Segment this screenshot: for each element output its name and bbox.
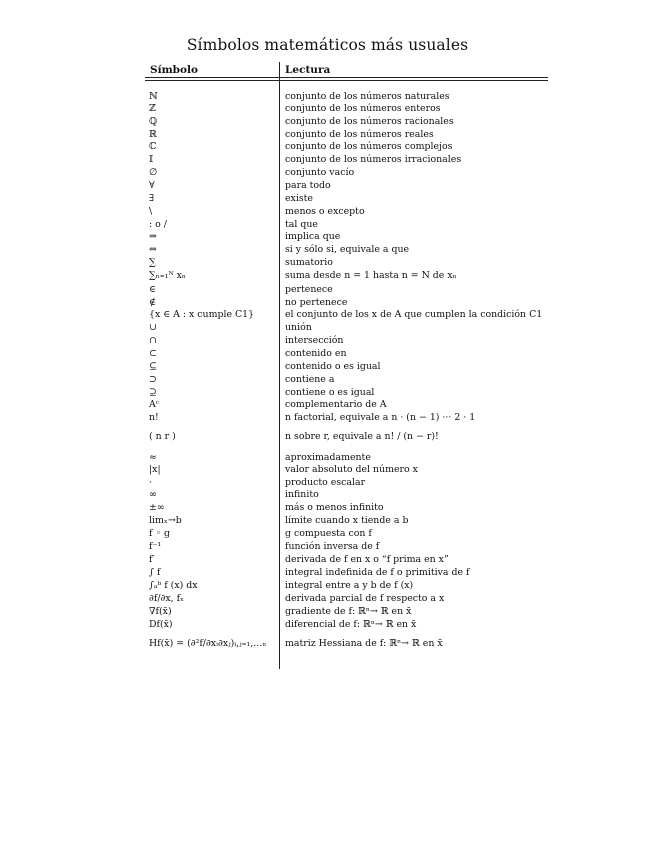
reading-cell: tal que: [285, 219, 318, 230]
header-rule-bottom: [145, 80, 548, 81]
symbol-cell: ≈: [149, 452, 157, 463]
reading-cell: no pertenece: [285, 297, 348, 308]
symbol-cell: ∃: [149, 193, 155, 204]
symbol-cell: ℂ: [149, 141, 157, 152]
symbol-cell: ∪: [149, 322, 157, 333]
reading-cell: para todo: [285, 180, 331, 191]
symbol-cell: ∩: [149, 335, 157, 346]
symbol-cell: ±∞: [149, 502, 165, 513]
reading-cell: diferencial de f: ℝⁿ→ ℝ en x̄: [285, 619, 417, 630]
symbol-cell: Aᶜ: [149, 399, 160, 410]
reading-cell: contiene o es igual: [285, 387, 375, 398]
reading-cell: conjunto de los números reales: [285, 129, 434, 140]
symbol-cell: ⇔: [149, 244, 157, 255]
reading-cell: n factorial, equivale a n · (n − 1) ··· 2 · 1: [285, 412, 476, 423]
reading-cell: derivada parcial de f respecto a x: [285, 593, 445, 604]
reading-cell: gradiente de f: ℝⁿ→ ℝ en x̄: [285, 606, 412, 617]
symbol-cell: f′: [149, 554, 155, 565]
reading-cell: más o menos infinito: [285, 502, 384, 513]
column-divider: [279, 62, 280, 669]
symbol-cell: ℚ: [149, 116, 158, 127]
reading-cell: producto escalar: [285, 477, 366, 488]
symbol-cell: |x|: [149, 464, 161, 475]
reading-cell: existe: [285, 193, 313, 204]
symbol-cell: ∫ₐᵇ f (x) dx: [149, 580, 198, 591]
reading-cell: matriz Hessiana de f: ℝⁿ→ ℝ en x̄: [285, 638, 443, 649]
reading-cell: complementario de A: [285, 399, 387, 410]
header-rule-top: [145, 77, 548, 78]
symbol-cell: ∞: [149, 489, 157, 500]
symbol-cell: \: [149, 206, 153, 217]
symbol-cell: Hf(x̄) = (∂²f/∂xᵢ∂xⱼ)ᵢ,ⱼ₌₁,...ₙ: [149, 638, 267, 649]
reading-cell: aproximadamente: [285, 452, 371, 463]
reading-cell: valor absoluto del número x: [285, 464, 418, 475]
reading-cell: conjunto de los números enteros: [285, 103, 441, 114]
symbol-cell: ∇f(x̄): [149, 606, 172, 617]
reading-cell: n sobre r, equivale a n! / (n − r)!: [285, 431, 439, 442]
reading-cell: el conjunto de los x de A que cumplen la condición C1: [285, 309, 543, 320]
reading-cell: integral entre a y b de f (x): [285, 580, 414, 591]
symbol-cell: ℤ: [149, 103, 156, 114]
reading-cell: límite cuando x tiende a b: [285, 515, 409, 526]
symbol-cell: ∫ f: [149, 567, 161, 578]
symbol-cell: ∈: [149, 284, 156, 295]
symbol-cell: ∀: [149, 180, 155, 191]
reading-cell: implica que: [285, 231, 341, 242]
symbol-cell: ⊂: [149, 348, 157, 359]
reading-cell: pertenece: [285, 284, 333, 295]
symbol-cell: ·: [149, 477, 152, 488]
reading-cell: si y sólo si, equivale a que: [285, 244, 410, 255]
symbol-cell: ∑: [149, 257, 156, 268]
reading-cell: suma desde n = 1 hasta n = N de xₙ: [285, 270, 457, 281]
reading-cell: derivada de f en x o “f prima en x”: [285, 554, 449, 565]
symbol-cell: ∅: [149, 167, 158, 178]
reading-cell: función inversa de f: [285, 541, 380, 552]
reading-cell: sumatorio: [285, 257, 333, 268]
reading-cell: integral indefinida de f o primitiva de f: [285, 567, 470, 578]
reading-cell: conjunto de los números irracionales: [285, 154, 462, 165]
reading-cell: conjunto vacío: [285, 167, 355, 178]
symbol-cell: ∂f/∂x, fₓ: [149, 593, 185, 604]
symbol-cell: n!: [149, 412, 159, 423]
symbol-cell: ⊃: [149, 374, 157, 385]
reading-cell: contenido o es igual: [285, 361, 381, 372]
symbol-cell: ⊇: [149, 387, 157, 398]
symbol-cell: {x ∈ A : x cumple C1}: [149, 309, 255, 320]
reading-cell: unión: [285, 322, 312, 333]
reading-cell: conjunto de los números racionales: [285, 116, 454, 127]
symbol-cell: : o /: [149, 219, 167, 230]
reading-cell: infinito: [285, 489, 319, 500]
symbol-cell: ( n r ): [149, 431, 176, 442]
reading-cell: contenido en: [285, 348, 347, 359]
page-title: Símbolos matemáticos más usuales: [186, 36, 469, 54]
symbol-cell: ⊆: [149, 361, 157, 372]
symbol-cell: f ◦ g: [149, 528, 170, 539]
symbol-cell: ∑ₙ₌₁ᴺ xₙ: [149, 270, 186, 281]
symbol-cell: Df(x̄): [149, 619, 173, 630]
symbol-cell: limₓ→b: [149, 515, 182, 526]
symbol-cell: ℕ: [149, 91, 158, 102]
reading-cell: conjunto de los números complejos: [285, 141, 453, 152]
symbol-cell: f⁻¹: [149, 541, 162, 552]
symbol-cell: ⇒: [149, 231, 157, 242]
reading-cell: conjunto de los números naturales: [285, 91, 450, 102]
reading-cell: contiene a: [285, 374, 335, 385]
symbol-cell: ℝ: [149, 129, 157, 140]
symbol-cell: ∉: [149, 297, 156, 308]
column-header-symbol: Símbolo: [150, 64, 199, 76]
column-header-reading: Lectura: [285, 64, 331, 76]
reading-cell: menos o excepto: [285, 206, 365, 217]
reading-cell: intersección: [285, 335, 344, 346]
symbol-cell: 𝕀: [149, 154, 154, 165]
reading-cell: g compuesta con f: [285, 528, 372, 539]
